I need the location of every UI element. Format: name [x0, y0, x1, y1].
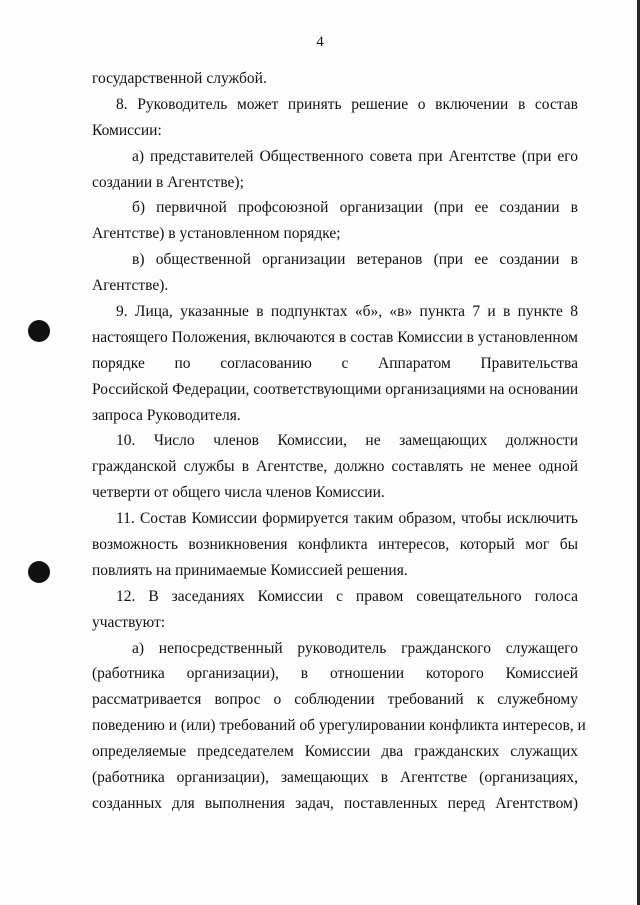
- punch-hole-mark: [28, 320, 50, 342]
- text-line: настоящего Положения, включаются в состав Комиссии в установленном: [92, 328, 578, 346]
- text-line: а) непосредственный руководитель гражданского служащего: [132, 639, 578, 657]
- text-line: возможность возникновения конфликта интересов, который мог бы: [92, 536, 578, 554]
- text-line: рассматривается вопрос о соблюдении требований к служебному: [92, 691, 578, 709]
- document-body: [92, 66, 586, 817]
- text-line: 8. Руководитель может принять решение о включении в состав: [116, 95, 578, 113]
- text-line: Агентстве).: [92, 277, 169, 295]
- text-line: повлиять на принимаемые Комиссией решения.: [92, 561, 408, 579]
- text-line: Агентстве) в установленном порядке;: [92, 225, 341, 243]
- text-line: 11. Состав Комиссии формируется таким образом, чтобы исключить: [116, 510, 578, 528]
- page-number: 4: [316, 34, 324, 50]
- text-line: порядке по согласованию с Аппаратом Правительства: [92, 354, 578, 372]
- text-line: четверти от общего числа членов Комиссии.: [92, 484, 385, 502]
- text-line: а) представителей Общественного совета при Агентстве (при его: [132, 147, 578, 165]
- text-line: государственной службой.: [92, 70, 267, 87]
- text-line: определяемые председателем Комиссии два гражданских служащих: [92, 743, 578, 761]
- text-line: гражданской службы в Агентстве, должно составлять не менее одной: [92, 458, 578, 476]
- punch-hole-mark: [28, 561, 50, 583]
- text-line: 10. Число членов Комиссии, не замещающих должности: [116, 432, 578, 450]
- text-line: 12. В заседаниях Комиссии с правом совещательного голоса: [116, 587, 578, 605]
- text-line: поведению и (или) требований об урегулировании конфликта интересов, и: [92, 717, 586, 735]
- text-line: б) первичной профсоюзной организации (при ее создании в: [132, 199, 578, 217]
- text-line: Комиссии:: [92, 121, 162, 139]
- text-line: созданных для выполнения задач, поставленных перед Агентством): [92, 794, 578, 812]
- text-line: создании в Агентстве);: [92, 173, 244, 191]
- text-line: (работника организации), в отношении которого Комиссией: [92, 665, 578, 683]
- text-line: участвуют:: [92, 613, 166, 631]
- text-line: 9. Лица, указанные в подпунктах «б», «в» пункта 7 и в пункте 8: [116, 303, 578, 321]
- text-line: запроса Руководителя.: [92, 406, 241, 424]
- text-line: в) общественной организации ветеранов (при ее создании в: [132, 251, 578, 269]
- text-line: Российской Федерации, соответствующими организациями на основании: [92, 380, 579, 398]
- text-line: (работника организации), замещающих в Агентстве (организациях,: [92, 769, 578, 787]
